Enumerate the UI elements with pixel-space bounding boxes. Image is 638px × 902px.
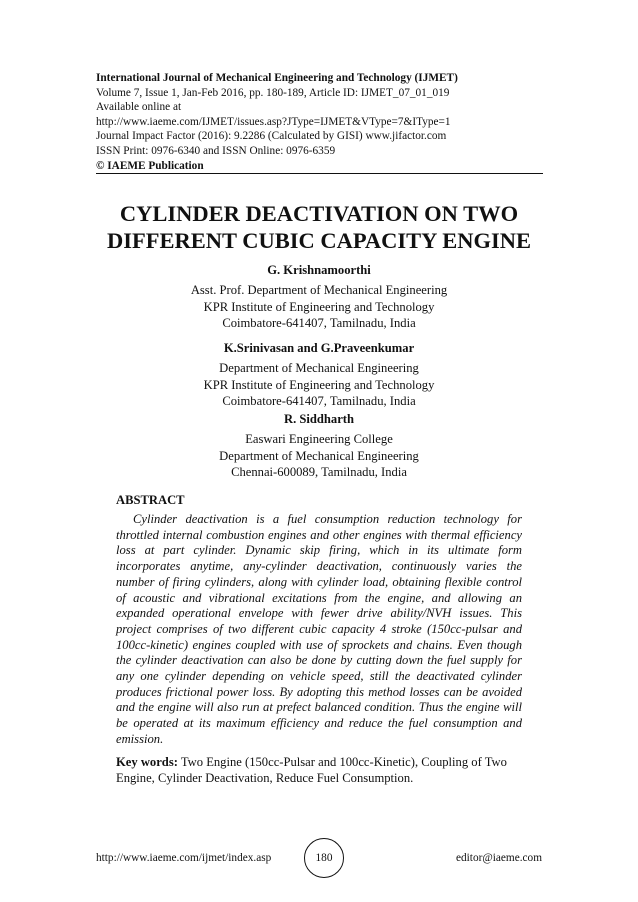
affiliation-line: Coimbatore-641407, Tamilnadu, India	[222, 315, 416, 330]
affiliation-line: KPR Institute of Engineering and Technology	[203, 299, 435, 314]
affiliation-line: KPR Institute of Engineering and Technology	[203, 377, 435, 392]
author-name: K.Srinivasan and G.Praveenkumar	[223, 341, 415, 355]
keywords-label: Key words:	[116, 754, 178, 769]
header-divider	[96, 173, 543, 174]
title-line-1: CYLINDER DEACTIVATION ON TWO	[119, 201, 519, 226]
affiliation-line: Easwari Engineering College	[245, 432, 393, 447]
page-footer	[0, 848, 638, 870]
affiliation-line: Department of Mechanical Engineering	[219, 448, 419, 463]
affiliation-line: Chennai-600089, Tamilnadu, India	[231, 464, 407, 479]
issn-info: ISSN Print: 0976-6340 and ISSN Online: 0976-6359	[96, 144, 336, 157]
author-name: R. Siddharth	[284, 412, 354, 426]
journal-name: International Journal of Mechanical Engineering and Technology (IJMET)	[96, 72, 458, 84]
author-block-2	[60, 340, 578, 409]
author-name: G. Krishnamoorthi	[267, 263, 371, 277]
author-block-1	[60, 262, 578, 331]
page-number: 180	[304, 838, 344, 878]
affiliation-line: Department of Mechanical Engineering	[219, 361, 419, 376]
keywords	[116, 754, 522, 788]
journal-header	[96, 71, 543, 173]
keywords-text: Two Engine (150cc-Pulsar and 100cc-Kinetic), Coupling of Two Engine, Cylinder Deactivation, Reduce Fuel Consumption.	[116, 754, 507, 786]
abstract-section	[116, 492, 522, 787]
title-line-2: DIFFERENT CUBIC CAPACITY ENGINE	[106, 228, 531, 253]
issue-url[interactable]: http://www.iaeme.com/IJMET/issues.asp?JType=IJMET&VType=7&IType=1	[96, 115, 451, 128]
footer-email[interactable]: editor@iaeme.com	[456, 852, 542, 864]
affiliation-line: Coimbatore-641407, Tamilnadu, India	[222, 393, 416, 408]
affiliation-line: Asst. Prof. Department of Mechanical Engineering	[190, 283, 448, 298]
author-block-3	[60, 411, 578, 480]
publisher: © IAEME Publication	[96, 159, 204, 172]
available-online: Available online at	[96, 101, 182, 114]
paper-title	[60, 200, 578, 254]
volume-info: Volume 7, Issue 1, Jan-Feb 2016, pp. 180-189, Article ID: IJMET_07_01_019	[96, 86, 450, 99]
impact-factor: Journal Impact Factor (2016): 9.2286 (Calculated by GISI) www.jifactor.com	[96, 130, 447, 143]
footer-url[interactable]: http://www.iaeme.com/ijmet/index.asp	[96, 852, 272, 864]
abstract-heading: ABSTRACT	[116, 493, 185, 507]
abstract-body: Cylinder deactivation is a fuel consumption reduction technology for throttled internal combustion engines and other engines with thermal efficiency loss at part cylinder. Dynamic skip firing, which in its ultimate form incorporates anytime, any-cylinder deactivation, continuously varies the number of firing cylinders, along with cylinder load, obtaining flexible control of acoustic and vibrational excitations from the engine, and allowing an expanded operational envelope with fewer drive ability/NVH issues. This project comprises of two different cubic capacity 4 stroke (150cc-pulsar and 100cc-kinetic) engines coupled with use of sprockets and chains. Even though the cylinder deactivation can also be done by cutting down the fuel supply for any one cylinder depending on vehicle speed, still the deactivated cylinder produces frictional power loss. By adopting this method losses can be avoided and the engine will also run at prefect balanced condition. Thus the engine will be operated at its maximum efficiency and reduce the fuel consumption and emission.	[116, 512, 522, 746]
